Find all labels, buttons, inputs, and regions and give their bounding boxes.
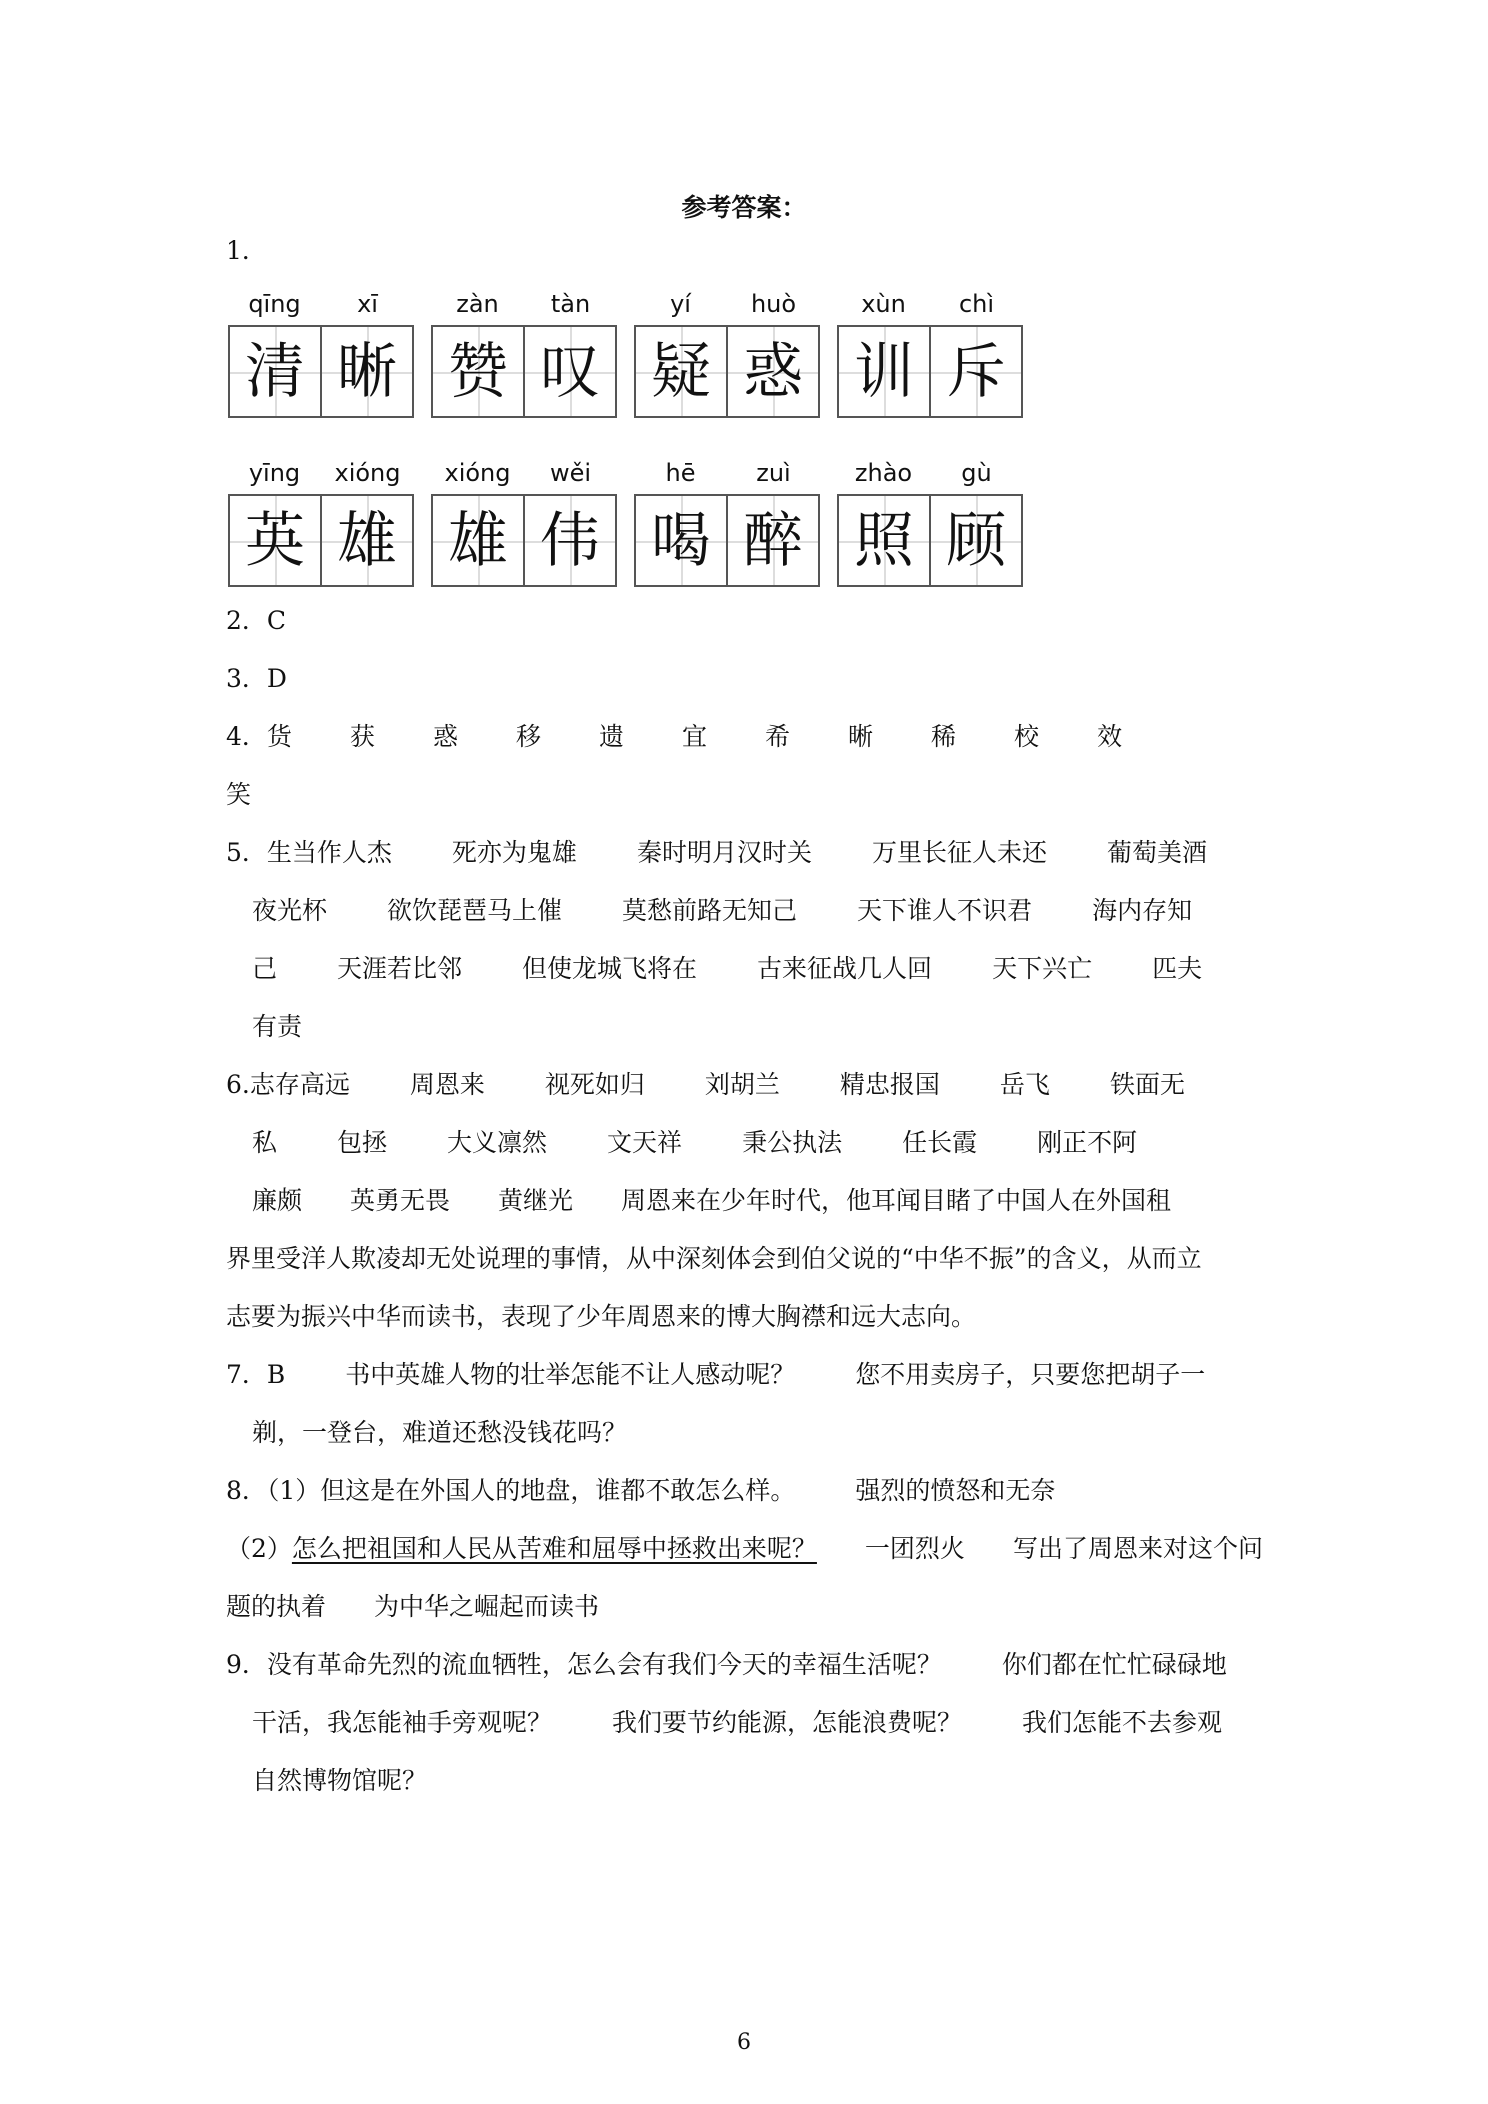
char-cell <box>524 494 617 587</box>
answer-text: 刘胡兰 <box>704 1070 780 1099</box>
answer-4-cont: 笑 <box>226 780 252 809</box>
char-answer: 稀 <box>931 722 957 751</box>
answer-text: 我们怎能不去参观 <box>1022 1708 1223 1737</box>
pinyin: wěi <box>549 459 592 487</box>
q4-number: 4． <box>226 722 267 751</box>
word-box <box>634 458 820 588</box>
answer-text: 秉公执法 <box>742 1128 843 1157</box>
pinyin: zhào <box>854 459 913 487</box>
answer-text: 私 <box>252 1128 278 1157</box>
answer-text: 视死如归 <box>544 1070 645 1099</box>
char-answer: 移 <box>515 722 541 751</box>
answer-7-line-1 <box>226 1358 1205 1392</box>
answer-text: 9．没有革命先烈的流血牺牲，怎么会有我们今天的幸福生活呢？ <box>226 1650 942 1679</box>
char-cell <box>837 494 930 587</box>
character: 英 <box>245 505 305 576</box>
character: 叹 <box>540 336 600 407</box>
answer-3: 3．D <box>226 664 287 693</box>
pinyin: huò <box>750 290 797 318</box>
answer-text: （2） <box>226 1534 292 1563</box>
answer-text: 铁面无 <box>1109 1070 1185 1099</box>
answer-text: 周恩来 <box>409 1070 485 1099</box>
answer-text: 文天祥 <box>607 1128 683 1157</box>
answer-text: 葡萄美酒 <box>1106 838 1207 867</box>
char-answer: 晰 <box>848 722 874 751</box>
answer-text: 写出了周恩来对这个问 <box>1012 1534 1263 1563</box>
answer-text: 己 <box>252 954 278 983</box>
char-answer: 希 <box>765 722 791 751</box>
character: 赞 <box>448 336 508 407</box>
answer-5-line-4: 有责 <box>252 1012 303 1041</box>
character: 伟 <box>540 505 600 576</box>
character: 晰 <box>337 336 397 407</box>
answer-9-line-2 <box>252 1706 1222 1740</box>
word-box <box>837 289 1023 419</box>
answer-text: 强烈的愤怒和无奈 <box>855 1476 1056 1505</box>
char-cell <box>837 325 930 418</box>
pinyin: zuì <box>756 459 791 487</box>
answer-text: 欲饮琵琶马上催 <box>387 896 563 925</box>
character: 训 <box>854 336 914 407</box>
answer-text: 包拯 <box>337 1128 388 1157</box>
char-cell <box>634 325 727 418</box>
pinyin: hē <box>665 459 696 487</box>
word-box <box>837 458 1023 588</box>
character: 清 <box>245 336 305 407</box>
answer-text: 任长霞 <box>902 1128 978 1157</box>
char-answer: 遗 <box>598 722 624 751</box>
answer-text: 古来征战几人回 <box>757 954 933 983</box>
pinyin: xióng <box>444 459 511 487</box>
character: 惑 <box>743 336 803 407</box>
char-answer: 获 <box>349 722 375 751</box>
answer-text: 匹夫 <box>1152 954 1203 983</box>
answer-text: 6.志存高远 <box>226 1070 350 1099</box>
answer-text: 您不用卖房子，只要您把胡子一 <box>855 1360 1206 1389</box>
answer-8-line-2 <box>226 1532 1263 1566</box>
answer-8-line-1 <box>226 1474 1055 1508</box>
answer-text: 但使龙城飞将在 <box>522 954 698 983</box>
char-cell <box>431 494 524 587</box>
answer-text: 天涯若比邻 <box>337 954 463 983</box>
char-answer: 货 <box>266 722 292 751</box>
char-cell <box>634 494 727 587</box>
pinyin: yīng <box>248 459 301 487</box>
answer-text: 天下兴亡 <box>992 954 1093 983</box>
answer-text: 题的执着 <box>226 1592 327 1621</box>
char-cell <box>727 325 820 418</box>
pinyin: chì <box>958 290 995 318</box>
answer-text: 书中英雄人物的壮举怎能不让人感动呢？ <box>345 1360 796 1389</box>
answer-5-line-2 <box>252 894 1192 928</box>
char-cell <box>431 325 524 418</box>
char-answer: 效 <box>1097 722 1123 751</box>
pinyin: xióng <box>334 459 401 487</box>
answer-text: 万里长征人未还 <box>871 838 1047 867</box>
pinyin: yí <box>670 290 691 318</box>
character: 雄 <box>448 505 508 576</box>
char-cell <box>524 325 617 418</box>
char-cell <box>727 494 820 587</box>
answer-5-line-1 <box>226 836 1207 870</box>
char-answer: 校 <box>1014 722 1040 751</box>
answer-text: 天下谁人不识君 <box>857 896 1033 925</box>
char-answer: 宜 <box>681 722 707 751</box>
char-cell <box>228 325 321 418</box>
char-cell <box>930 325 1023 418</box>
character: 疑 <box>651 336 711 407</box>
answer-text: 周恩来在少年时代，他耳闻目睹了中国人在外国租 <box>621 1186 1172 1215</box>
answer-text: 黄继光 <box>498 1186 574 1215</box>
word-box <box>228 458 414 588</box>
answer-text: 海内存知 <box>1092 896 1193 925</box>
answer-text: 刚正不阿 <box>1037 1128 1138 1157</box>
character: 喝 <box>651 505 711 576</box>
answer-6-line-5: 志要为振兴中华而读书，表现了少年周恩来的博大胸襟和远大志向。 <box>226 1302 977 1331</box>
underlined-answer: 怎么把祖国和人民从苦难和屈辱中拯救出来呢？ <box>291 1534 817 1563</box>
pinyin: qīng <box>248 290 301 318</box>
char-answer: 惑 <box>432 722 458 751</box>
q1-number: 1． <box>226 236 267 265</box>
character: 顾 <box>946 505 1006 576</box>
answer-text: 你们都在忙忙碌碌地 <box>1001 1650 1227 1679</box>
answer-6-line-4: 界里受洋人欺凌却无处说理的事情，从中深刻体会到伯父说的“中华不振”的含义，从而立 <box>226 1244 1202 1273</box>
answer-text: 5．生当作人杰 <box>226 838 392 867</box>
pinyin: xùn <box>861 290 906 318</box>
answer-text: 岳飞 <box>999 1070 1050 1099</box>
answer-5-line-3 <box>252 952 1202 986</box>
answer-text: 英勇无畏 <box>350 1186 451 1215</box>
char-cell <box>321 325 414 418</box>
answer-text: 夜光杯 <box>252 896 328 925</box>
answer-text: 死亦为鬼雄 <box>451 838 577 867</box>
word-box <box>431 458 617 588</box>
answer-text: 为中华之崛起而读书 <box>374 1592 600 1621</box>
answer-text: 干活，我怎能袖手旁观呢？ <box>252 1708 553 1737</box>
answer-2: 2．C <box>226 606 287 635</box>
word-box <box>228 289 414 419</box>
page-title: 参考答案： <box>681 193 807 222</box>
character: 雄 <box>337 505 397 576</box>
pinyin: gù <box>961 459 992 487</box>
answer-text: 一团烈火 <box>864 1534 965 1563</box>
answer-text: 秦时明月汉时关 <box>636 838 812 867</box>
char-cell <box>930 494 1023 587</box>
answer-text: 8．（1）但这是在外国人的地盘，谁都不敢怎么样。 <box>226 1476 796 1505</box>
answer-7-line-2: 剃，一登台，难道还愁没钱花吗？ <box>252 1418 628 1447</box>
pinyin: xī <box>357 290 378 318</box>
answer-9-line-3: 自然博物馆呢？ <box>252 1766 428 1795</box>
answer-text: 大义凛然 <box>447 1128 548 1157</box>
answer-text: 精忠报国 <box>839 1070 940 1099</box>
answer-4 <box>226 720 1180 754</box>
answer-6-line-2 <box>252 1126 1137 1160</box>
answer-8-line-3 <box>226 1590 599 1624</box>
answer-text: 我们要节约能源，怎能浪费呢？ <box>612 1708 963 1737</box>
char-cell <box>228 494 321 587</box>
page-number: 6 <box>737 2030 751 2055</box>
word-box <box>634 289 820 419</box>
character: 照 <box>854 505 914 576</box>
pinyin: tàn <box>550 290 591 318</box>
pinyin: zàn <box>456 290 499 318</box>
answer-text: 廉颇 <box>252 1186 303 1215</box>
answer-text: 7．B <box>226 1360 286 1389</box>
character: 斥 <box>946 336 1006 407</box>
character: 醉 <box>743 505 803 576</box>
char-cell <box>321 494 414 587</box>
answer-6-line-3 <box>252 1184 1171 1218</box>
word-box <box>431 289 617 419</box>
answer-text: 莫愁前路无知己 <box>622 896 798 925</box>
answer-6-line-1 <box>226 1068 1185 1102</box>
answer-9-line-1 <box>226 1648 1227 1682</box>
